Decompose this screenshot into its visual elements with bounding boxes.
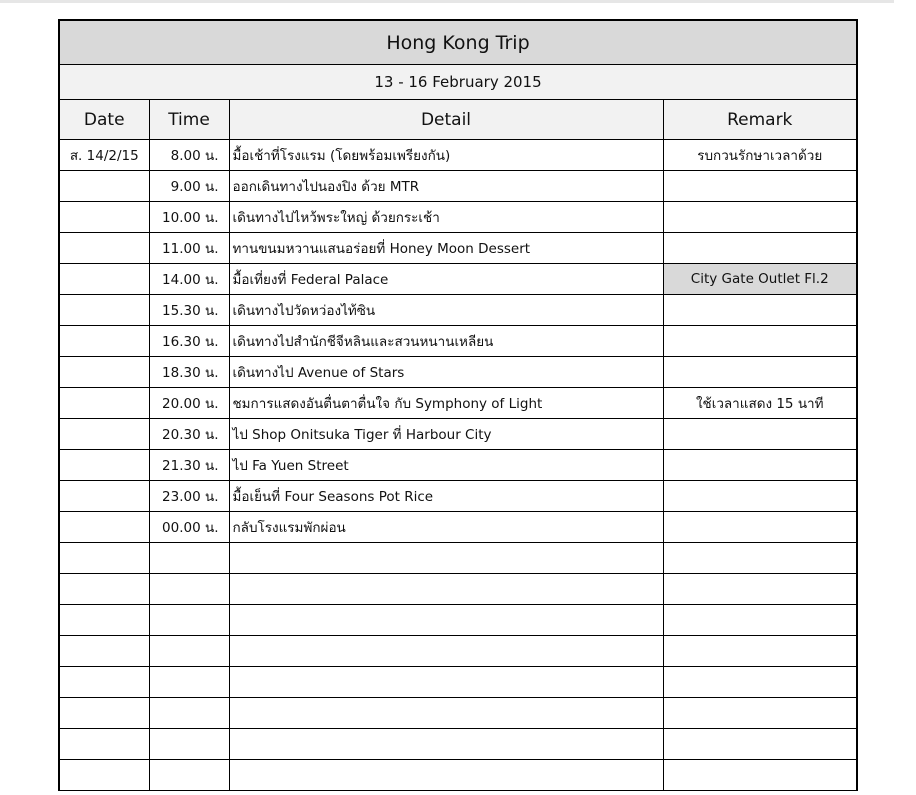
detail-cell[interactable]: เดินทางไปไหว้พระใหญ่ ด้วยกระเช้า [229,202,663,233]
detail-cell[interactable]: กลับโรงแรมพักผ่อน [229,512,663,543]
time-cell[interactable]: 20.30 น. [149,419,229,450]
table-row[interactable] [60,171,856,202]
time-cell[interactable] [149,760,229,791]
detail-cell[interactable] [229,667,663,698]
detail-cell[interactable] [229,698,663,729]
table-row[interactable] [60,326,856,357]
detail-cell[interactable]: ชมการแสดงอันตื่นตาตื่นใจ กับ Symphony of Light [229,388,663,419]
time-cell[interactable]: 16.30 น. [149,326,229,357]
remark-cell[interactable] [663,481,856,512]
remark-cell[interactable] [663,574,856,605]
table-row[interactable] [60,667,856,698]
remark-cell[interactable] [663,605,856,636]
date-cell[interactable] [60,295,149,326]
remark-cell[interactable] [663,233,856,264]
time-cell[interactable]: 23.00 น. [149,481,229,512]
date-cell[interactable] [60,388,149,419]
remark-cell[interactable]: รบกวนรักษาเวลาด้วย [663,140,856,171]
top-divider [0,0,894,3]
date-cell[interactable] [60,481,149,512]
remark-cell[interactable] [663,202,856,233]
header-row [60,100,856,140]
table-row[interactable] [60,295,856,326]
table-row[interactable] [60,698,856,729]
remark-cell[interactable] [663,667,856,698]
time-cell[interactable]: 18.30 น. [149,357,229,388]
sheet-subtitle: 13 - 16 February 2015 [374,73,542,91]
detail-cell[interactable] [229,760,663,791]
date-cell[interactable] [60,512,149,543]
detail-cell[interactable]: เดินทางไปสำนักชีจีหลินและสวนหนานเหลียน [229,326,663,357]
date-cell[interactable] [60,357,149,388]
remark-cell[interactable] [663,512,856,543]
detail-cell[interactable] [229,543,663,574]
table-row[interactable] [60,481,856,512]
remark-cell[interactable] [663,419,856,450]
remark-cell[interactable] [663,698,856,729]
table-row[interactable] [60,605,856,636]
time-cell[interactable]: 15.30 น. [149,295,229,326]
remark-cell[interactable] [663,450,856,481]
time-cell[interactable]: 11.00 น. [149,233,229,264]
header-detail: Detail [229,100,663,140]
itinerary-sheet [58,19,858,791]
detail-cell[interactable] [229,605,663,636]
sheet-title-row [60,21,856,65]
itinerary-table [60,100,856,791]
time-cell[interactable]: 9.00 น. [149,171,229,202]
time-cell[interactable]: 20.00 น. [149,388,229,419]
table-row[interactable] [60,202,856,233]
date-cell[interactable] [60,667,149,698]
sheet-title: Hong Kong Trip [386,31,530,54]
time-cell[interactable] [149,574,229,605]
date-cell[interactable] [60,450,149,481]
remark-cell[interactable] [663,295,856,326]
time-cell[interactable]: 8.00 น. [149,140,229,171]
time-cell[interactable]: 14.00 น. [149,264,229,295]
header-time: Time [149,100,229,140]
sheet-subtitle-row [60,65,856,100]
table-row[interactable] [60,760,856,791]
date-cell[interactable] [60,202,149,233]
time-cell[interactable]: 21.30 น. [149,450,229,481]
table-row[interactable] [60,574,856,605]
time-cell[interactable] [149,636,229,667]
date-cell[interactable] [60,636,149,667]
date-cell[interactable] [60,574,149,605]
date-cell[interactable] [60,729,149,760]
remark-cell[interactable] [663,326,856,357]
detail-cell[interactable]: มื้อเที่ยงที่ Federal Palace [229,264,663,295]
table-row[interactable] [60,419,856,450]
date-cell[interactable] [60,698,149,729]
detail-cell[interactable] [229,574,663,605]
remark-cell[interactable]: ใช้เวลาแสดง 15 นาที [663,388,856,419]
remark-cell[interactable] [663,636,856,667]
date-cell[interactable] [60,543,149,574]
table-row[interactable] [60,140,856,171]
remark-cell[interactable]: City Gate Outlet Fl.2 [663,264,856,295]
time-cell[interactable] [149,543,229,574]
remark-cell[interactable] [663,357,856,388]
table-row[interactable] [60,357,856,388]
table-row[interactable] [60,636,856,667]
time-cell[interactable] [149,667,229,698]
table-row[interactable] [60,388,856,419]
detail-cell[interactable] [229,729,663,760]
remark-cell[interactable] [663,543,856,574]
remark-cell[interactable] [663,729,856,760]
remark-cell[interactable] [663,171,856,202]
detail-cell[interactable]: ออกเดินทางไปนองปิง ด้วย MTR [229,171,663,202]
table-row[interactable] [60,512,856,543]
date-cell[interactable] [60,171,149,202]
table-row[interactable] [60,729,856,760]
table-row[interactable] [60,264,856,295]
date-cell[interactable] [60,419,149,450]
table-row[interactable] [60,233,856,264]
detail-cell[interactable]: เดินทางไป Avenue of Stars [229,357,663,388]
date-cell[interactable] [60,605,149,636]
date-cell[interactable] [60,326,149,357]
detail-cell[interactable]: ไป Fa Yuen Street [229,450,663,481]
detail-cell[interactable] [229,636,663,667]
header-date: Date [60,100,149,140]
date-cell[interactable] [60,264,149,295]
remark-cell[interactable] [663,760,856,791]
time-cell[interactable] [149,698,229,729]
date-cell[interactable] [60,760,149,791]
detail-cell[interactable]: มื้อเย็นที่ Four Seasons Pot Rice [229,481,663,512]
detail-cell[interactable]: เดินทางไปวัดหว่องไท้ซิน [229,295,663,326]
time-cell[interactable] [149,729,229,760]
header-remark: Remark [663,100,856,140]
time-cell[interactable] [149,605,229,636]
table-row[interactable] [60,450,856,481]
detail-cell[interactable]: ทานขนมหวานแสนอร่อยที่ Honey Moon Dessert [229,233,663,264]
detail-cell[interactable]: ไป Shop Onitsuka Tiger ที่ Harbour City [229,419,663,450]
date-cell[interactable] [60,233,149,264]
time-cell[interactable]: 00.00 น. [149,512,229,543]
detail-cell[interactable]: มื้อเช้าที่โรงแรม (โดยพร้อมเพรียงกัน) [229,140,663,171]
time-cell[interactable]: 10.00 น. [149,202,229,233]
table-row[interactable] [60,543,856,574]
date-cell[interactable]: ส. 14/2/15 [60,140,149,171]
